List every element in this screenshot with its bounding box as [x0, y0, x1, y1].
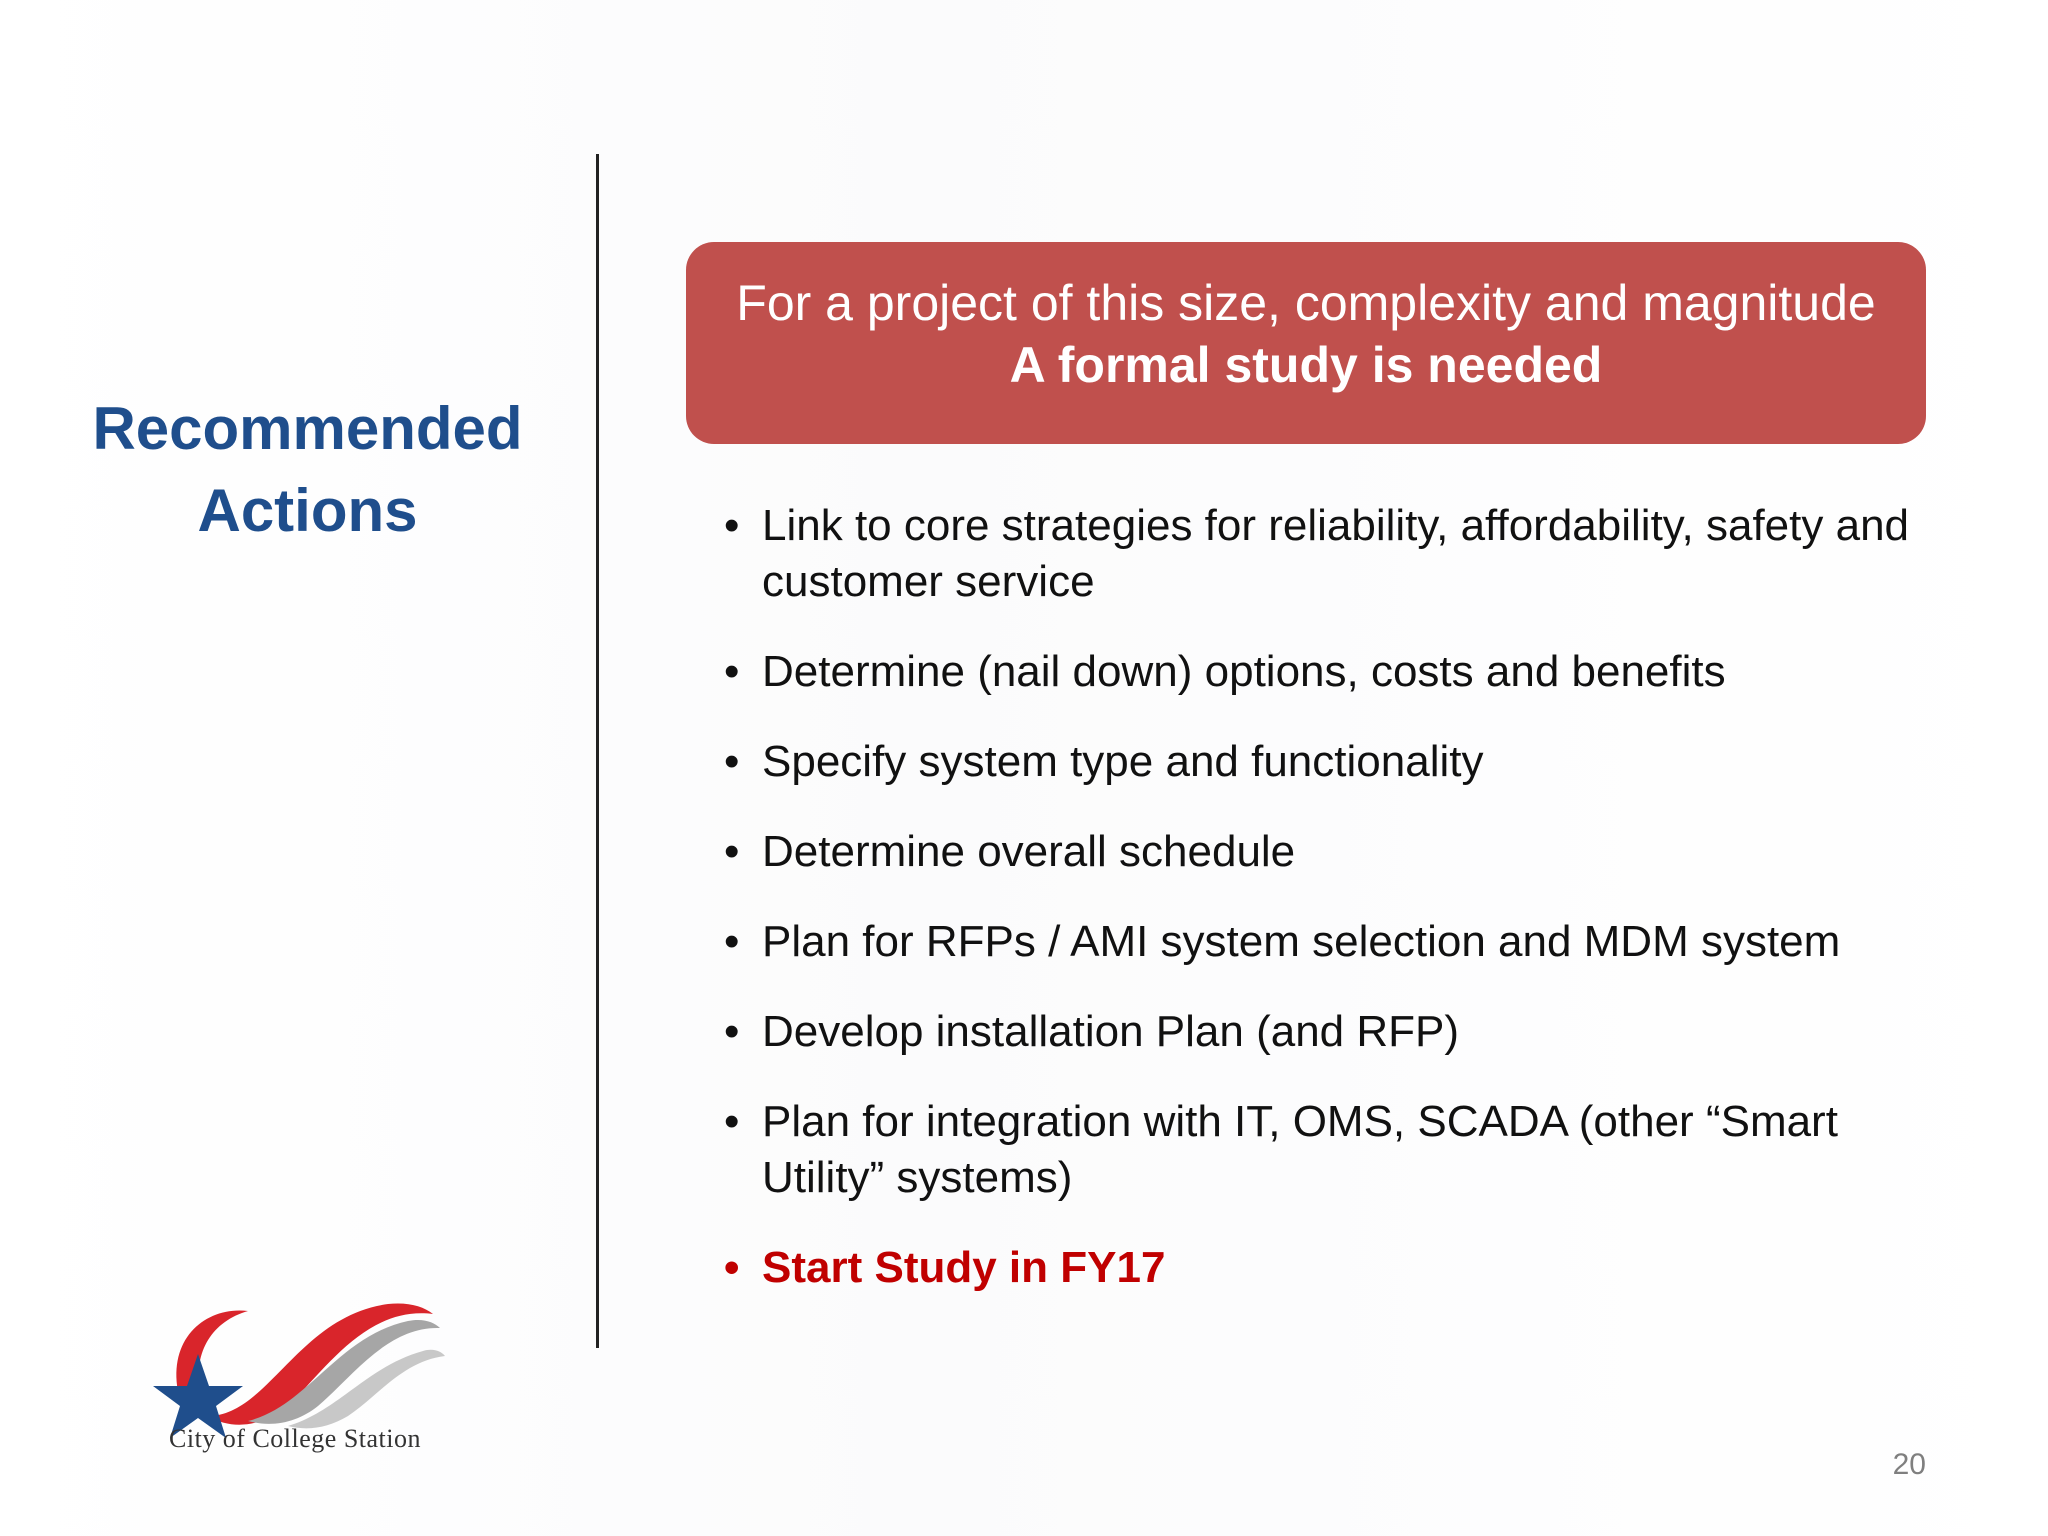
bullet-dot: • — [724, 827, 740, 876]
vertical-divider — [596, 154, 599, 1348]
bullet-dot: • — [724, 1007, 740, 1056]
bullet-item — [724, 644, 1924, 700]
callout-line2: A formal study is needed — [1009, 337, 1603, 393]
page-number: 20 — [1892, 1448, 1926, 1481]
bullet-dot: • — [724, 647, 740, 696]
bullet-text: Develop installation Plan (and RFP) — [762, 1007, 1460, 1056]
bullet-text: Plan for integration with IT, OMS, SCADA (other “Smart Utility” systems) — [762, 1097, 1838, 1202]
bullet-item — [724, 1094, 1924, 1206]
section-title — [60, 388, 555, 552]
bullet-dot: • — [724, 1243, 740, 1292]
bullet-item — [724, 734, 1924, 790]
bullet-text: Link to core strategies for reliability, affordability, safety and customer service — [762, 501, 1910, 606]
bullet-text: Start Study in FY17 — [762, 1243, 1166, 1292]
logo-text: City of College Station — [169, 1424, 421, 1453]
bullet-item — [724, 824, 1924, 880]
bullet-text: Determine (nail down) options, costs and benefits — [762, 647, 1726, 696]
bullet-item-highlight — [724, 1240, 1924, 1296]
bullet-item — [724, 1004, 1924, 1060]
bullet-dot: • — [724, 501, 740, 550]
bullet-text: Determine overall schedule — [762, 827, 1296, 876]
section-title-line1: Recommended — [92, 395, 523, 462]
callout-line1: For a project of this size, complexity and magnitude — [736, 275, 1876, 331]
bullet-text: Specify system type and functionality — [762, 737, 1484, 786]
bullet-dot: • — [724, 917, 740, 966]
bullet-dot: • — [724, 1097, 740, 1146]
bullet-text: Plan for RFPs / AMI system selection and MDM system — [762, 917, 1841, 966]
bullet-list — [724, 498, 1924, 1330]
callout-box — [686, 242, 1926, 444]
section-title-line2: Actions — [197, 477, 418, 544]
bullet-item — [724, 914, 1924, 970]
bullet-dot: • — [724, 737, 740, 786]
bullet-item — [724, 498, 1924, 610]
